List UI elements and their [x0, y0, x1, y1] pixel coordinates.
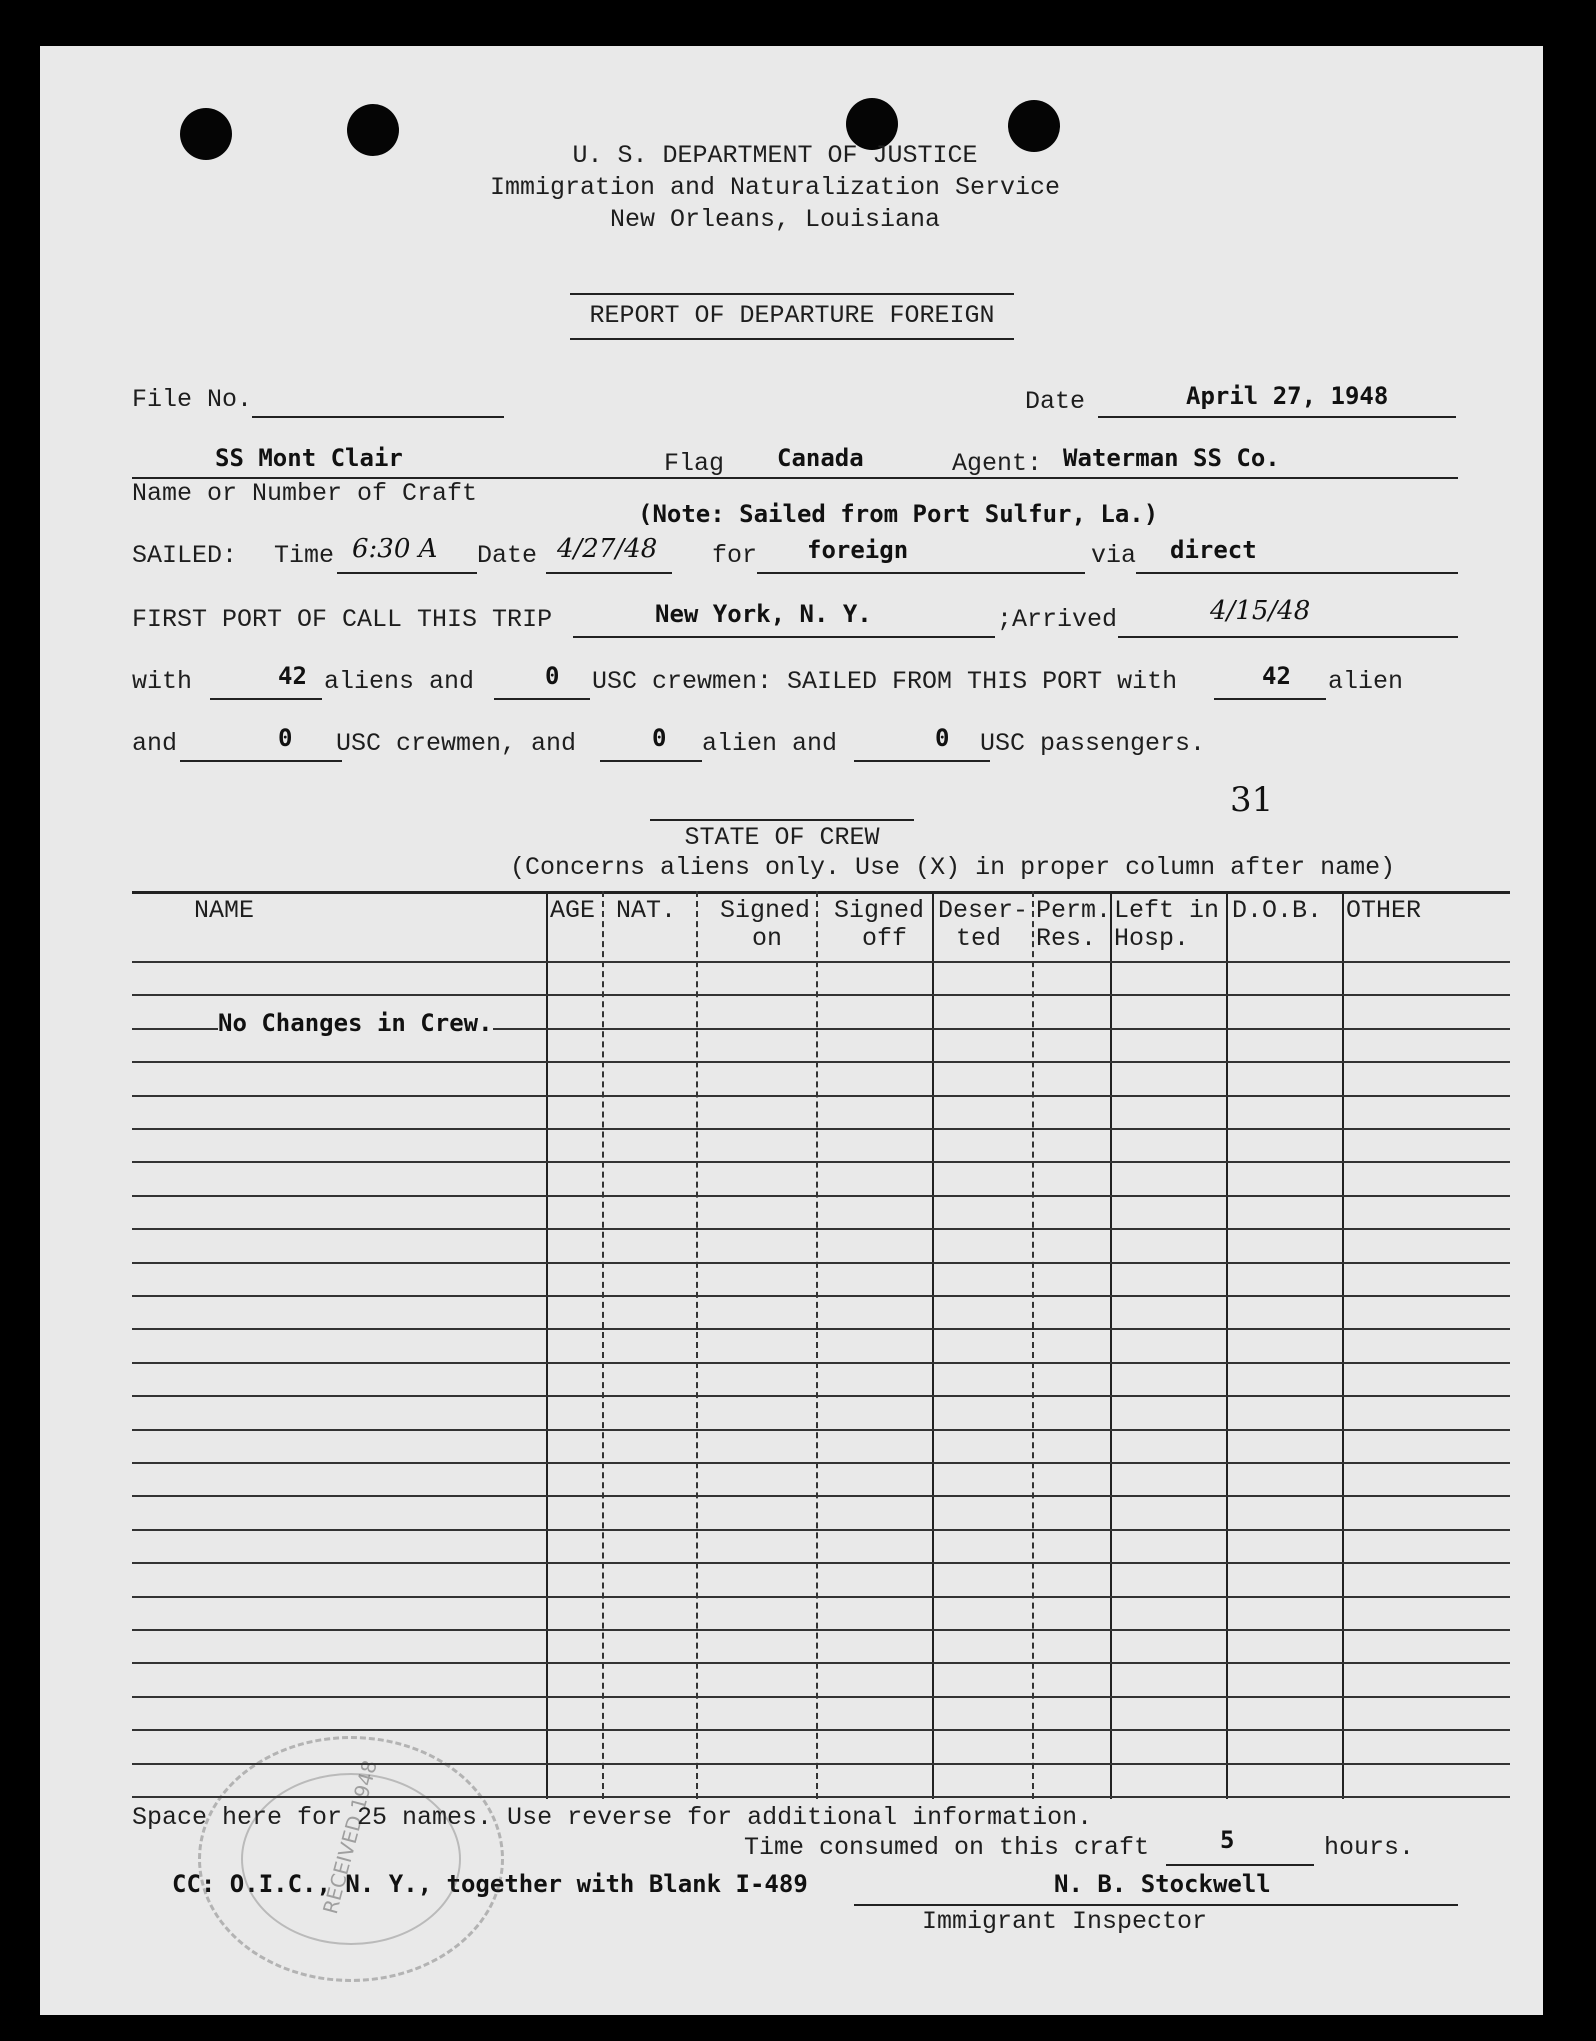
time-consumed-underline: [1166, 1864, 1314, 1866]
crew-title-rule: [650, 819, 914, 821]
received-stamp: [198, 1736, 504, 1982]
usc-crewmen-underline: [494, 698, 590, 700]
col-header-dob: D.O.B.: [1232, 896, 1323, 925]
state-of-crew-instructions: (Concerns aliens only. Use (X) in proper column after name): [510, 853, 1396, 882]
document-page: [40, 46, 1543, 2015]
file-no-underline: [252, 416, 504, 418]
aliens-underline: [210, 698, 322, 700]
sailed-aliens-underline: [1214, 698, 1326, 700]
table-row-line: [132, 961, 1510, 963]
col-header-left-hosp-2: Hosp.: [1114, 924, 1190, 953]
craft-name-label: Name or Number of Craft: [132, 479, 478, 508]
table-row-line: [132, 1395, 1510, 1397]
alien-count: 0: [652, 724, 667, 752]
sailed-time-label: Time: [274, 541, 335, 570]
table-row-line: [132, 1095, 1510, 1097]
col-header-nat: NAT.: [616, 896, 677, 925]
signature-name: N. B. Stockwell: [1054, 1870, 1271, 1898]
table-row-line: [132, 1696, 1510, 1698]
arrived-value: 4/15/48: [1210, 596, 1311, 626]
sailed-label: SAILED:: [132, 541, 238, 570]
table-row-line: [132, 1662, 1510, 1664]
sailed-for-underline: [757, 572, 1085, 574]
table-row-line: [132, 1429, 1510, 1431]
table-row-line: [132, 1262, 1510, 1264]
table-row-line: [132, 1362, 1510, 1364]
flag-label: Flag: [664, 449, 725, 478]
col-header-signed-off: Signed: [834, 896, 925, 925]
signature-title: Immigrant Inspector: [922, 1907, 1208, 1936]
col-header-left-hosp: Left in: [1114, 896, 1220, 925]
first-port-value: New York, N. Y.: [655, 600, 872, 628]
state-of-crew-title: STATE OF CREW: [684, 823, 880, 852]
table-row-line: [132, 1061, 1510, 1063]
usc-crewmen2-count: 0: [278, 724, 293, 752]
table-row-line: [132, 1161, 1510, 1163]
first-port-underline: [573, 636, 995, 638]
date-label: Date: [1025, 387, 1086, 416]
sailed-aliens-count: 42: [1262, 662, 1291, 690]
usc-passengers-count: 0: [935, 724, 950, 752]
header-department: U. S. DEPARTMENT OF JUSTICE: [572, 141, 978, 170]
and-label: and: [132, 729, 178, 758]
craft-note: (Note: Sailed from Port Sulfur, La.): [638, 500, 1159, 528]
table-row-line: [132, 994, 1510, 996]
table-row-line: [132, 1729, 1510, 1731]
col-header-signed-on-2: on: [752, 924, 783, 953]
col-header-deserted: Deser-: [938, 896, 1029, 925]
sailed-date-value: 4/27/48: [557, 534, 658, 564]
time-consumed-value: 5: [1220, 1826, 1235, 1854]
sailed-date-label: Date: [477, 541, 538, 570]
usc-crewmen2-underline: [180, 760, 342, 762]
col-header-name: NAME: [194, 896, 255, 925]
col-header-perm-res-2: Res.: [1036, 924, 1097, 953]
col-header-perm-res: Perm.: [1036, 896, 1112, 925]
table-row-line: [132, 1195, 1510, 1197]
hours-label: hours.: [1324, 1833, 1415, 1862]
punch-hole: [347, 104, 399, 156]
table-row-line: [132, 1596, 1510, 1598]
sailed-time-underline: [337, 572, 477, 574]
aliens-and-label: aliens and: [324, 667, 475, 696]
usc-passengers-underline: [854, 760, 990, 762]
agent-label: Agent:: [952, 449, 1043, 478]
alien-label: alien: [1328, 667, 1404, 696]
first-row-entry: No Changes in Crew.: [218, 1009, 493, 1037]
usc-passengers-text: USC passengers.: [980, 729, 1206, 758]
aliens-count: 42: [278, 662, 307, 690]
arrived-label: ;Arrived: [997, 605, 1118, 634]
sailed-via-value: direct: [1170, 536, 1257, 564]
space-note: Space here for 25 names. Use reverse for additional information.: [132, 1803, 1093, 1832]
date-value: April 27, 1948: [1186, 382, 1389, 410]
table-row-line: [132, 1462, 1510, 1464]
header-location: New Orleans, Louisiana: [609, 205, 941, 234]
punch-hole: [1008, 100, 1060, 152]
title-rule-top: [570, 293, 1014, 295]
with-label: with: [132, 667, 193, 696]
file-no-label: File No.: [132, 385, 253, 414]
alien-underline: [600, 760, 702, 762]
col-header-signed-off-2: off: [862, 924, 908, 953]
crew-table: [132, 891, 1510, 1799]
table-row-line: [132, 1128, 1510, 1130]
alien-and-label: alien and: [702, 729, 838, 758]
usc-crewmen-count: 0: [545, 662, 560, 690]
punch-hole: [180, 108, 232, 160]
arrived-underline: [1118, 636, 1458, 638]
table-row-line: [132, 1328, 1510, 1330]
first-port-label: FIRST PORT OF CALL THIS TRIP: [132, 605, 553, 634]
table-top-rule: [132, 891, 1510, 894]
sailed-via-underline: [1136, 572, 1458, 574]
col-header-other: OTHER: [1346, 896, 1422, 925]
craft-name-value: SS Mont Clair: [215, 444, 403, 472]
agent-value: Waterman SS Co.: [1063, 444, 1280, 472]
sailed-for-value: foreign: [807, 536, 909, 564]
date-underline: [1098, 416, 1456, 418]
report-title: REPORT OF DEPARTURE FOREIGN: [589, 301, 995, 330]
usc-crewmen2-text: USC crewmen, and: [336, 729, 577, 758]
sailed-for-label: for: [712, 541, 758, 570]
sailed-via-label: via: [1091, 541, 1137, 570]
table-row-line: [132, 1629, 1510, 1631]
col-header-age: AGE: [550, 896, 596, 925]
col-header-deserted-2: ted: [956, 924, 1002, 953]
page-number: 31: [1230, 780, 1274, 820]
usc-crewmen-text: USC crewmen: SAILED FROM THIS PORT with: [592, 667, 1178, 696]
table-row-line: [132, 1562, 1510, 1564]
table-row-line: [132, 1495, 1510, 1497]
sailed-time-value: 6:30 A: [352, 534, 438, 564]
table-row-line: [132, 1529, 1510, 1531]
time-consumed-label: Time consumed on this craft: [744, 1833, 1150, 1862]
table-row-line: [132, 1295, 1510, 1297]
header-service: Immigration and Naturalization Service: [489, 173, 1061, 202]
signature-underline: [854, 1904, 1458, 1906]
flag-value: Canada: [777, 444, 864, 472]
sailed-date-underline: [546, 572, 672, 574]
title-rule-bottom: [570, 338, 1014, 340]
cc-line: CC: O.I.C., N. Y., together with Blank I-489: [172, 1870, 808, 1898]
stamp-text: RECEIVED 1948: [317, 1757, 383, 1917]
table-row-line: [132, 1228, 1510, 1230]
col-header-signed-on: Signed: [720, 896, 811, 925]
